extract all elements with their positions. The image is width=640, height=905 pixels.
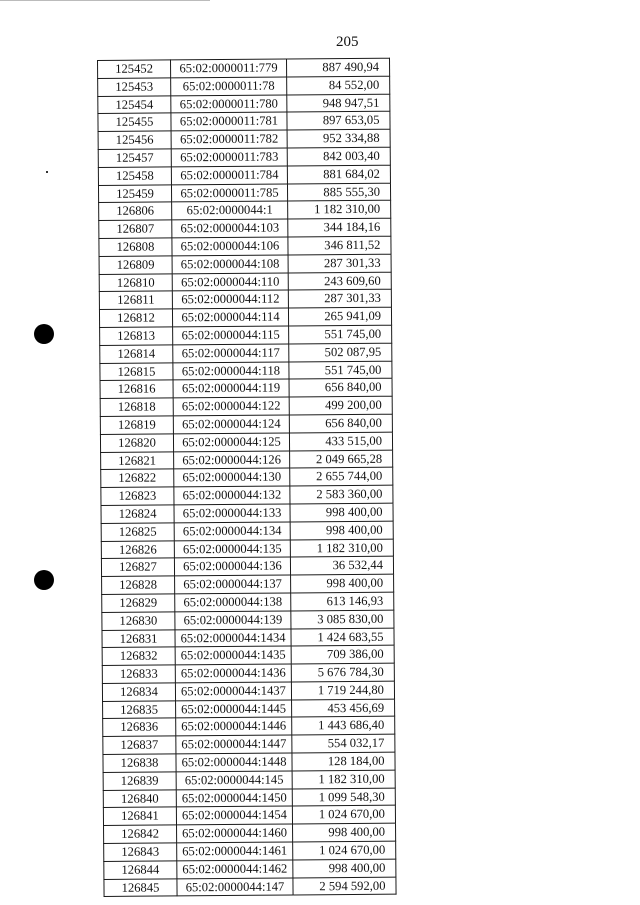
- row-number-cell: 126824: [101, 505, 174, 523]
- table-row: [101, 521, 393, 541]
- value-cell: 287 301,33: [288, 254, 391, 273]
- table-row: [103, 734, 395, 754]
- table-row: [101, 450, 393, 470]
- table-row: [104, 859, 396, 879]
- row-number-cell: 126811: [99, 291, 172, 309]
- cadastral-number-cell: 65:02:0000011:779: [171, 59, 287, 78]
- row-number-cell: 126839: [103, 772, 176, 790]
- cadastral-number-cell: 65:02:0000044:132: [174, 486, 290, 505]
- row-number-cell: 126842: [104, 825, 177, 843]
- row-number-cell: 126821: [101, 451, 174, 469]
- row-number-cell: 126809: [99, 256, 172, 274]
- row-number-cell: 126810: [99, 273, 172, 291]
- row-number-cell: 126820: [100, 434, 173, 452]
- row-number-cell: 126807: [99, 220, 172, 238]
- table-row: [103, 699, 395, 719]
- row-number-cell: 126832: [102, 647, 175, 665]
- row-number-cell: 126814: [100, 345, 173, 363]
- value-cell: 453 456,69: [292, 699, 395, 718]
- cadastral-number-cell: 65:02:0000044:106: [172, 237, 288, 256]
- table-row: [101, 556, 393, 576]
- table-row: [99, 307, 391, 327]
- value-cell: 36 532,44: [290, 556, 393, 575]
- value-cell: 842 003,40: [287, 147, 390, 166]
- table-row: [102, 681, 394, 701]
- table-row: [100, 379, 392, 399]
- table-row: [102, 628, 394, 648]
- table-row: [101, 503, 393, 523]
- cadastral-number-cell: 65:02:0000044:1450: [176, 789, 292, 808]
- value-cell: 551 745,00: [289, 361, 392, 380]
- table-row: [102, 610, 394, 630]
- table-row: [104, 841, 396, 861]
- table-row: [101, 539, 393, 559]
- cadastral-number-cell: 65:02:0000044:138: [175, 593, 291, 612]
- row-number-cell: 125459: [98, 184, 171, 202]
- value-cell: 3 085 830,00: [291, 610, 394, 629]
- cadastral-number-cell: 65:02:0000044:103: [172, 219, 288, 238]
- cadastral-number-cell: 65:02:0000044:137: [175, 575, 291, 594]
- cadastral-number-cell: 65:02:0000044:1460: [177, 824, 293, 843]
- table-row: [102, 574, 394, 594]
- row-number-cell: 126845: [104, 879, 177, 897]
- value-cell: 885 555,30: [287, 183, 390, 202]
- value-cell: 656 840,00: [289, 414, 392, 433]
- row-number-cell: 125454: [98, 96, 171, 114]
- row-number-cell: 126825: [101, 523, 174, 541]
- value-cell: 656 840,00: [289, 379, 392, 398]
- row-number-cell: 125455: [98, 113, 171, 131]
- table-row: [98, 165, 390, 185]
- table-row: [100, 396, 392, 416]
- value-cell: 2 594 592,00: [293, 877, 396, 896]
- value-cell: 344 184,16: [288, 218, 391, 237]
- cadastral-number-cell: 65:02:0000044:124: [173, 415, 289, 434]
- cadastral-number-cell: 65:02:0000044:145: [176, 771, 292, 790]
- row-number-cell: 125453: [98, 78, 171, 96]
- value-cell: 887 490,94: [286, 58, 389, 77]
- table-row: [102, 645, 394, 665]
- value-cell: 554 032,17: [292, 734, 395, 753]
- row-number-cell: 126844: [104, 861, 177, 879]
- cadastral-number-cell: 65:02:0000044:108: [172, 255, 288, 274]
- cadastral-number-cell: 65:02:0000044:110: [172, 273, 288, 292]
- cadastral-number-cell: 65:02:0000044:1447: [176, 735, 292, 754]
- value-cell: 499 200,00: [289, 396, 392, 415]
- value-cell: 1 182 310,00: [290, 539, 393, 558]
- value-cell: 998 400,00: [290, 521, 393, 540]
- value-cell: 1 719 244,80: [291, 681, 394, 700]
- table-row: [99, 254, 391, 274]
- row-number-cell: 126827: [101, 558, 174, 576]
- cadastral-number-cell: 65:02:0000044:117: [173, 344, 289, 363]
- cadastral-number-cell: 65:02:0000044:147: [177, 878, 293, 897]
- table-row: [99, 201, 391, 221]
- value-cell: 2 655 744,00: [290, 468, 393, 487]
- value-cell: 881 684,02: [287, 165, 390, 184]
- cadastral-number-cell: 65:02:0000044:126: [174, 451, 290, 470]
- table-row: [103, 770, 395, 790]
- table-row: [100, 432, 392, 452]
- value-cell: 1 182 310,00: [292, 770, 395, 789]
- row-number-cell: 125452: [98, 60, 171, 78]
- cadastral-number-cell: 65:02:0000044:136: [174, 557, 290, 576]
- punch-hole: [34, 324, 54, 344]
- row-number-cell: 126823: [101, 487, 174, 505]
- cadastral-number-cell: 65:02:0000011:785: [171, 184, 287, 203]
- table-row: [100, 325, 392, 345]
- cadastral-number-cell: 65:02:0000044:1437: [175, 682, 291, 701]
- value-cell: 998 400,00: [293, 823, 396, 842]
- row-number-cell: 126829: [102, 594, 175, 612]
- cadastral-number-cell: 65:02:0000044:115: [173, 326, 289, 345]
- row-number-cell: 126830: [102, 612, 175, 630]
- row-number-cell: 126843: [104, 843, 177, 861]
- cadastral-number-cell: 65:02:0000044:1434: [175, 628, 291, 647]
- table-row: [104, 823, 396, 843]
- table-row: [99, 290, 391, 310]
- top-edge-rule: [0, 0, 210, 1]
- row-number-cell: 126818: [100, 398, 173, 416]
- row-number-cell: 125456: [98, 131, 171, 149]
- row-number-cell: 126838: [103, 754, 176, 772]
- cadastral-number-cell: 65:02:0000011:78: [171, 77, 287, 96]
- row-number-cell: 126816: [100, 380, 173, 398]
- table-row: [99, 236, 391, 256]
- value-cell: 1 099 548,30: [292, 788, 395, 807]
- row-number-cell: 126836: [103, 718, 176, 736]
- row-number-cell: 126808: [99, 238, 172, 256]
- value-cell: 551 745,00: [289, 325, 392, 344]
- cadastral-number-cell: 65:02:0000011:782: [171, 130, 287, 149]
- value-cell: 998 400,00: [293, 859, 396, 878]
- cadastral-number-cell: 65:02:0000044:114: [172, 308, 288, 327]
- cadastral-number-cell: 65:02:0000044:1446: [176, 717, 292, 736]
- parcel-table-wrapper: [97, 58, 397, 898]
- cadastral-number-cell: 65:02:0000044:130: [174, 468, 290, 487]
- cadastral-number-cell: 65:02:0000044:1454: [176, 806, 292, 825]
- cadastral-number-cell: 65:02:0000044:125: [173, 433, 289, 452]
- value-cell: 1 024 670,00: [293, 841, 396, 860]
- value-cell: 613 146,93: [291, 592, 394, 611]
- cadastral-number-cell: 65:02:0000044:135: [174, 540, 290, 559]
- table-row: [98, 94, 390, 114]
- value-cell: 243 609,60: [288, 272, 391, 291]
- row-number-cell: 126833: [102, 665, 175, 683]
- row-number-cell: 126813: [100, 327, 173, 345]
- row-number-cell: 126841: [103, 807, 176, 825]
- table-row: [98, 76, 390, 96]
- row-number-cell: 126840: [103, 790, 176, 808]
- cadastral-number-cell: 65:02:0000011:784: [171, 166, 287, 185]
- value-cell: 948 947,51: [287, 94, 390, 113]
- value-cell: 287 301,33: [288, 290, 391, 309]
- table-row: [101, 485, 393, 505]
- row-number-cell: 126806: [99, 202, 172, 220]
- parcel-table-body: [98, 58, 397, 897]
- value-cell: 1 424 683,55: [291, 628, 394, 647]
- cadastral-number-cell: 65:02:0000044:1461: [177, 842, 293, 861]
- row-number-cell: 126831: [102, 629, 175, 647]
- table-row: [101, 468, 393, 488]
- cadastral-number-cell: 65:02:0000044:118: [173, 362, 289, 381]
- value-cell: 998 400,00: [290, 503, 393, 522]
- row-number-cell: 125458: [98, 167, 171, 185]
- cadastral-number-cell: 65:02:0000044:112: [172, 290, 288, 309]
- table-row: [98, 129, 390, 149]
- table-row: [98, 147, 390, 167]
- cadastral-number-cell: 65:02:0000011:781: [171, 112, 287, 131]
- table-row: [100, 343, 392, 363]
- value-cell: 952 334,88: [287, 129, 390, 148]
- cadastral-number-cell: 65:02:0000044:1445: [176, 700, 292, 719]
- parcel-table: [97, 58, 397, 898]
- value-cell: 2 583 360,00: [290, 485, 393, 504]
- row-number-cell: 126822: [101, 469, 174, 487]
- cadastral-number-cell: 65:02:0000044:134: [174, 522, 290, 541]
- value-cell: 709 386,00: [291, 645, 394, 664]
- row-number-cell: 126826: [101, 540, 174, 558]
- cadastral-number-cell: 65:02:0000011:780: [171, 95, 287, 114]
- value-cell: 998 400,00: [291, 574, 394, 593]
- cadastral-number-cell: 65:02:0000044:1448: [176, 753, 292, 772]
- scan-speck: [46, 171, 48, 173]
- table-row: [100, 361, 392, 381]
- row-number-cell: 126834: [102, 683, 175, 701]
- value-cell: 2 049 665,28: [290, 450, 393, 469]
- punch-hole: [34, 570, 54, 590]
- row-number-cell: 125457: [98, 149, 171, 167]
- table-row: [98, 58, 390, 78]
- cadastral-number-cell: 65:02:0000044:1: [172, 201, 288, 220]
- row-number-cell: 126837: [103, 736, 176, 754]
- cadastral-number-cell: 65:02:0000044:133: [174, 504, 290, 523]
- cadastral-number-cell: 65:02:0000044:1462: [177, 860, 293, 879]
- value-cell: 897 653,05: [287, 112, 390, 131]
- table-row: [103, 752, 395, 772]
- table-row: [99, 272, 391, 292]
- value-cell: 5 676 784,30: [291, 663, 394, 682]
- table-row: [103, 788, 395, 808]
- row-number-cell: 126812: [99, 309, 172, 327]
- value-cell: 433 515,00: [289, 432, 392, 451]
- cadastral-number-cell: 65:02:0000044:1436: [175, 664, 291, 683]
- table-row: [102, 663, 394, 683]
- page-number: 205: [336, 34, 359, 50]
- cadastral-number-cell: 65:02:0000044:139: [175, 611, 291, 630]
- table-row: [103, 717, 395, 737]
- value-cell: 1 182 310,00: [288, 201, 391, 220]
- cadastral-number-cell: 65:02:0000044:122: [173, 397, 289, 416]
- cadastral-number-cell: 65:02:0000011:783: [171, 148, 287, 167]
- table-row: [104, 877, 396, 897]
- table-row: [100, 414, 392, 434]
- cadastral-number-cell: 65:02:0000044:119: [173, 379, 289, 398]
- row-number-cell: 126835: [103, 701, 176, 719]
- table-row: [99, 218, 391, 238]
- value-cell: 128 184,00: [292, 752, 395, 771]
- value-cell: 346 811,52: [288, 236, 391, 255]
- value-cell: 1 024 670,00: [292, 806, 395, 825]
- table-row: [103, 806, 395, 826]
- row-number-cell: 126828: [102, 576, 175, 594]
- value-cell: 265 941,09: [288, 307, 391, 326]
- cadastral-number-cell: 65:02:0000044:1435: [175, 646, 291, 665]
- table-row: [98, 183, 390, 203]
- value-cell: 1 443 686,40: [292, 717, 395, 736]
- row-number-cell: 126815: [100, 362, 173, 380]
- value-cell: 502 087,95: [289, 343, 392, 362]
- table-row: [102, 592, 394, 612]
- row-number-cell: 126819: [100, 416, 173, 434]
- value-cell: 84 552,00: [287, 76, 390, 95]
- table-row: [98, 112, 390, 132]
